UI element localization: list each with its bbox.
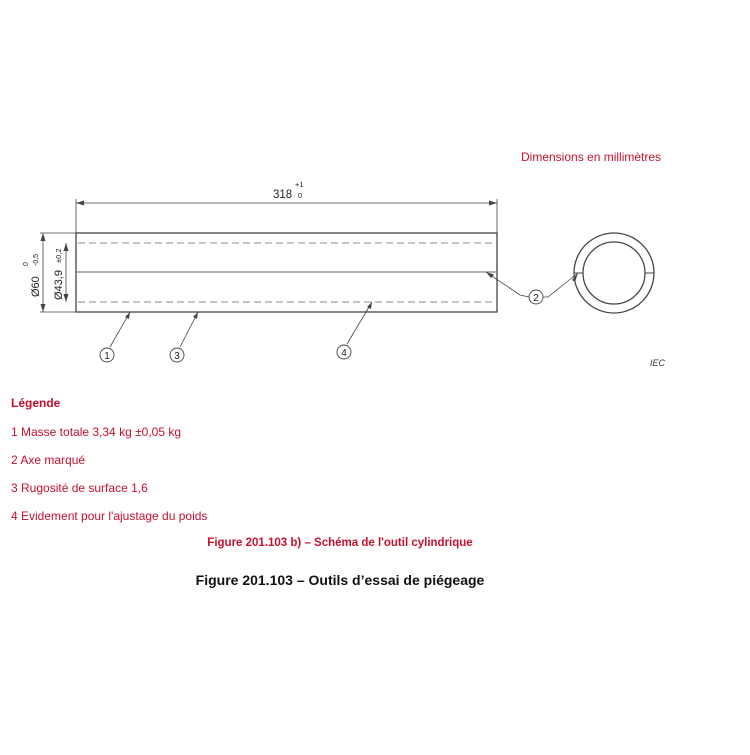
length-value: 318 [273,189,293,201]
figure-caption: Figure 201.103 – Outils d’essai de piégeage [195,572,485,588]
callout-2-label: 2 [533,293,539,304]
legend-item-2: 2 Axe marqué [11,453,86,467]
outer-tol-lower: -0,5 [33,253,40,266]
end-view-inner-circle [583,242,645,304]
figure-subcaption: Figure 201.103 b) – Schéma de l'outil cylindrique [207,537,473,549]
legend-title: Légende [11,396,61,410]
units-note: Dimensions en millimètres [521,150,662,164]
outer-tol-upper: 0 [23,262,30,266]
leader-4 [347,302,372,344]
length-tol-lower: 0 [298,191,303,200]
inner-tol: ±0,2 [54,248,63,263]
iec-mark: IEC [650,358,666,368]
leader-2-axis-arrow [486,272,494,278]
outer-diameter-value: Ø60 [30,276,42,297]
legend [11,396,207,537]
callout-4-label: 4 [341,348,347,359]
leader-1-arrow [125,312,130,319]
length-arrow-left [76,201,84,206]
legend-item-4: 4 Evidement pour l'ajustage du poids [11,509,208,523]
legend-item-1: 1 Masse totale 3,34 kg ±0,05 kg [11,425,182,439]
length-arrow-right [489,201,497,206]
length-tol-upper: +1 [295,180,304,189]
leader-4-arrow [367,302,372,309]
inner-diameter-value: Ø43,9 [53,270,65,300]
legend-item-3: 3 Rugosité de surface 1,6 [11,481,148,495]
callout-3-label: 3 [174,351,180,362]
end-view-outer-circle [574,233,654,313]
outer-arrow-top [41,233,46,241]
leader-2-to-end-view [543,273,578,297]
inner-arrow-top [64,243,69,251]
outer-arrow-bottom [41,304,46,312]
callout-1-label: 1 [104,351,110,362]
leader-3-arrow [193,312,198,319]
